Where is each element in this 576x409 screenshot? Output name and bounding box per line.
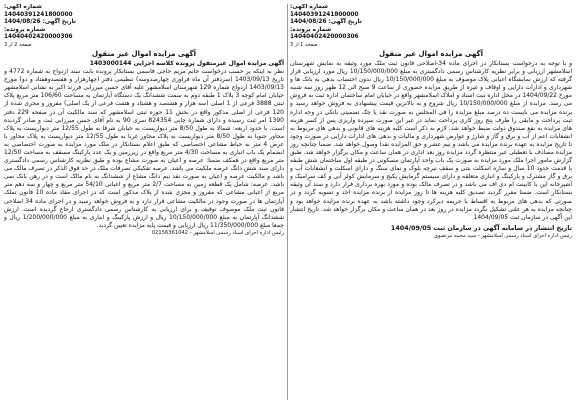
header-line: شماره آگهی: 14040391241800000 — [290, 4, 359, 18]
publication-date: تاریخ انتشار در سامانه آگهی در سازمان ثبت 1404/09/05 — [390, 223, 572, 232]
signature-line: رئیس اداره اجرای اسناد رسمی اسلامشهر - سید محمد مرتضوی — [433, 232, 572, 239]
header-line: شماره آگهی: 14040391241800000 — [4, 4, 73, 18]
header-line: شماره پرونده: 14040402420000306 — [290, 26, 359, 41]
notice-title: آگهی مزایده اموال غیر منقول — [91, 49, 197, 58]
header-line: شماره پرونده: 14040402420000306 — [4, 26, 73, 41]
notice-body: نظر به اینکه بر حسب درخواست خانم مریم حاجی قاسمی بستانکار پرونده بابت سند ازدواج به شماره 4772 و تاریخ 1403/09/13 (سردفتر آن ماه فراوری چهارصدوسه) تنظیمی دفتر (چهارهزار و هفتصدوهفتاد و دو) مورخ 1403/09/13 ازدواج شماره 129 شهرستان اسلامشهر علیه آقای حسن میرزایی فرزند اکبر به نشانی اسلامشهر خیابان امام کوچه 3 پلاک 1 طبقه دوم به سمت ششدانگ یک دستگاه آپارتمان به مساحت 106/60 متر مربع پلاک ثبتی 3888 فرعی از 1 اصلی (سه هزار و هشتصد و هشتاد و هشت فرعی از یک اصلی) مفروز و مجزی شده از 120 فرعی از اصلی مذکور واقع در بخش 11 حوزه ثبتی اسلامشهر که سند مالکیت آن در صفحه 229 دفتر 1390 امر ثبت رسیده و دارای شماره چاپی 824354 سری 90 به نام آقای حسن میرزایی ثبت و صادر گردیده است. با حدود اربعه: شمالا به طول 8/50 متر دیواریست به خیابان شرقا به طول 12/55 متر دیواریست به پلاک مجاور جنوبا به طول 8/50 متر دیواریست به پلاک مجاور غربا به طول 12/55 متر دیواریست به پلاک مجاور با عرض 4 متر به حیاط مشاعی اختصاصی که طبق اعلام بستانکار در ملک مورد مزایده به صورت اختصاصی به انضمام یک باب انباری به مساحت 4/30 متر مربع واقع در زیرزمین و یک عدد پارکینگ مسقف به مساحت 12/50 متر مربع واقع در همکف ضمنا: عرصه و اعیان به صورت مشاع بوده و طبق نظریه کارشناس رسمی دادگستری دارای سند شش دانگ عرصه ملکیت می باشد. عرصه تفکیکی تصرفات ملک در حد فوق الذکر در تصرف مالک می باشد و مالکیت عرصه و اعیان به صورت نقد نیم دانگ مشاع از ششدانگ به نام مالک است و در رهن بانک نمی باشد. عرصه: شامل یک قطعه زمین به مساحت 2/7 متر مربع و اعیانی 54/10 متر مربع و چهار و سه دهم متر مربع از اعیانی مشاعی که مفروز و مجزی شده از پلاک مذکور است که در اجرای مفاد ماده 10 قانون تملک آپارتمان ها در صورت وجود در مالکیت مشاعی قرار دارد و به فروش خواهد رسید و در اجرای ماده 34 اصلاحی قانون ثبت ملک موصوف توقیف و برای ارزیابی به کارشناس رسمی دادگستری ارجاع گردیده است. ارزش ششدانگ آپارتمان به مبلغ 10/150/000/000 ریال و ارزش پارکینگ و انباری به مبلغ 1/200/000/000 ریال و جمعا مبلغ 11/350/000/000 ریال ارزیابی و قیمت پایه مزایده تعیین گردید. — [4, 68, 284, 229]
page-number: صفحه 1 از 3 — [290, 41, 318, 48]
column-divider — [287, 4, 288, 400]
right-column-notice — [290, 4, 572, 405]
header-line: تاریخ آگهی: 1404/08/26 — [4, 19, 76, 26]
notice-body: و با توجه به درخواست بستانکار در اجرای ماده 34-اصلاحی قانون ثبت ملک مورد وثیقه به نمایش شهرستان اسلامشهر ارزیابی و برابر نظریه کارشناس رسمی دادگستری به مبلغ 10/150/000/000 ریال مورد ارزیابی قرار گرفته که ارزش نمایشگاه اعیانی پلاک موصوف به مبلغ 10/150/000/000 ریال بدون احتساب بدهی به بانک ها و شهرداری و ادارات دارایی و اوقاف و غیره از طریق مزایده حضوری از ساعت 9 صبح الی 12 ظهر روز سه شنبه مورخ 1404/09/22 در محل اداره ثبت اسناد و املاک اسلامشهر واقع در خیابان امام ساختمان اداره ثبت به فروش می رسد. مزایده از مبلغ 10/150/000/000 ریال شروع و به بالاترین قیمت پیشنهادی به فروش خواهد رسید و برنده مزایده می بایست ده درصد مبلغ مزایده را فی المجلس به صورت نقد یا چک تضمینی بانکی در وجه اداره ثبت پرداخت و مابقی را ظرف پنج روز کاری پرداخت نماید در غیر این صورت سپرده واریزی پس از کسر هزینه های مزایده به نفع صندوق دولت ضبط خواهد شد. لازم به ذکر است کلیه هزینه های قانونی و بدهی های مربوط به انشعابات اعم از آب و برق و گاز و شارژ و عوارض شهرداری و مالیات و بدهی های ادارات دارایی در صورت وجود تا تاریخ مزایده به عهده برنده مزایده می باشد و نیم عشر و حق المزایده نقدا وصول خواهد شد. ضمنا چنانچه روز مزایده مصادف با تعطیلی غیر منتظره گردد مزایده روز بعد اداری در همان ساعت و مکان برگزار خواهد شد. طبق گزارش مامور اجرا ملک مورد مزایده به صورت یک باب واحد آپارتمان مسکونی در طبقه اول ساختمان شش طبقه با قدمت حدود 10 سال و سازه اسکلت بتنی و سقف تیرچه بلوک و نمای سنگ و دارای اسکلت و انشعابات آب و برق و گاز مشترک و پارکینگ و انباری متعلقه و دارای سیستم گرمایش پکیج و سرمایش کولر آبی و کف سرامیک و آشپزخانه اپن با کابینت ام دی اف می باشد و در تصرف مالک بوده و مورد بهره برداری قرار دارد و سند آن وثیقه بستانکار است. ضمنا مقرر گردید تصدیق کلیه هزینه ها تا روز مزایده از برنده مزایده اخذ و تسویه گردد و در صورتی که بدهی های مربوط به اقساط یا جریمه دیرکرد وجود داشته باشد به عهده برنده مزایده خواهد بود و چنانچه مزایده به هر علتی تشکیل نگردد مزایده در روز بعد در همان ساعت و مکان برگزار خواهد شد. تاریخ انتشار این آگهی در سازمان ثبت 1404/09/05 — [290, 59, 572, 221]
left-column-notice — [4, 4, 284, 364]
notice-title: آگهی مزایده اموال غیر منقول — [378, 49, 484, 58]
right-header — [290, 4, 572, 48]
notice-intro: آگهی مزایده اموال غیرمنقول پرونده کلاسه اجرایی 1403000144 — [89, 59, 284, 67]
page-number: صفحه 2 از 3 — [4, 41, 32, 48]
right-header-block — [290, 4, 390, 48]
left-header-block — [4, 4, 104, 48]
signature-line: رئیس اداره اجرای اسناد رسمی اسلامشهر - 02156361042 — [151, 229, 284, 236]
header-line: تاریخ آگهی: 1404/08/26 — [290, 19, 362, 26]
left-header — [4, 4, 284, 48]
